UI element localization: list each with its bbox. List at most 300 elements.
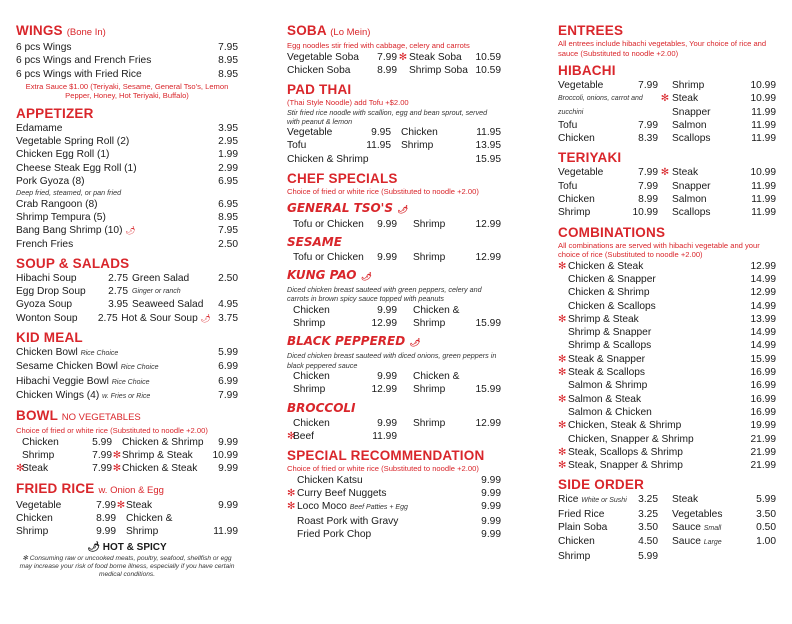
bowl-note: Choice of fried or white rice (Substituted to noodle +2.00) [16, 426, 208, 436]
item-name-text: Shrimp Tempura (5) [16, 211, 106, 223]
item-name-text: Chicken, Steak & Shrimp [568, 420, 682, 432]
spicy-star-icon: ✻ [558, 367, 567, 379]
item-name [558, 92, 643, 105]
item-price: 14.99 [750, 327, 776, 339]
item-name [558, 166, 618, 179]
entrees-title: ENTREES [558, 23, 624, 38]
item-price: 2.75 [108, 286, 128, 298]
item-name [413, 417, 461, 430]
item-name-text: Shrimp [558, 207, 591, 219]
item-note: Rice Choice [111, 378, 150, 386]
menu-row [558, 459, 776, 472]
item-name [293, 317, 365, 330]
item-name-text: Salmon & Shrimp [568, 380, 648, 392]
spicy-star-icon [558, 339, 568, 352]
chef-specials-title: CHEF SPECIALS [287, 171, 398, 187]
item-name-text: Shrimp & Scallops [568, 340, 652, 352]
menu-row [558, 433, 776, 446]
spicy-star-icon [658, 79, 672, 92]
item-name-text: Shrimp [22, 450, 55, 462]
item-name [16, 525, 88, 538]
item-price: 14.99 [750, 300, 776, 312]
item-name [672, 535, 740, 549]
item-name-text: Wonton Soup [16, 312, 78, 324]
item-name [297, 500, 461, 514]
spicy-star-icon [116, 525, 126, 538]
item-price: 7.99 [218, 389, 238, 401]
spicy-star-icon [391, 126, 401, 139]
spicy-star-icon [658, 132, 672, 145]
item-note: White or Sushi [581, 497, 627, 505]
menu-row [558, 193, 776, 206]
item-note: Beef Patties + Egg [349, 504, 408, 512]
fried-rice-title: FRIED RICE w. Onion & Egg [16, 480, 164, 496]
item-name-text: Sauce [672, 522, 701, 534]
menu-row [287, 153, 501, 166]
item-name [558, 79, 618, 92]
item-price: 7.99 [92, 463, 112, 475]
menu-row [287, 139, 501, 152]
item-name [16, 175, 208, 188]
item-name [401, 126, 461, 139]
spicy-star-icon: ✻ [558, 260, 567, 272]
menu-row [558, 180, 776, 193]
fried-rice-list [16, 499, 238, 539]
hibachi-title: HIBACHI [558, 63, 616, 78]
item-name [16, 389, 208, 403]
spicy-star-icon: ✻ [112, 450, 122, 462]
item-name-text: Chicken Wings (4) [16, 389, 100, 401]
spicy-star-icon [558, 406, 568, 419]
item-name-text: Salmon & Steak [568, 393, 642, 405]
special-note: Choice of fried or white rice (Substituted to noodle +2.00) [287, 464, 479, 474]
item-name-text: Chicken Bowl [16, 347, 78, 359]
item-name [672, 193, 736, 206]
item-name-text: Steak [22, 463, 49, 475]
item-note: Small [703, 525, 722, 533]
spicy-star-icon [658, 550, 672, 563]
special-title: SPECIAL RECOMMENDATION [287, 448, 485, 464]
menu-row [558, 79, 776, 92]
item-name [121, 312, 210, 325]
item-price: 15.99 [475, 318, 501, 330]
item-name-text: Tofu [558, 119, 578, 131]
chili-icon: 🌶 [409, 338, 420, 348]
combinations-title: COMBINATIONS [558, 224, 666, 240]
item-price: 14.99 [750, 340, 776, 352]
spicy-star-icon [658, 493, 672, 507]
item-price: 21.99 [750, 460, 776, 472]
spicy-star-icon: ✻ [287, 487, 296, 499]
item-name-text: Hot & Sour Soup [121, 312, 198, 324]
column-left [16, 22, 238, 583]
item-name [16, 238, 208, 251]
item-price: 10.99 [750, 93, 776, 105]
item-name-text: Egg Drop Soup [16, 286, 86, 298]
spicy-star-icon [658, 119, 672, 132]
item-price: 6.95 [218, 198, 238, 210]
chef-sub-desc: Diced chicken breast sauteed with green peppers, celery and carrots in brown spicy sauce topped with peanuts [287, 285, 482, 304]
pad-thai-note: (Thai Style Noodle) add Tofu +$2.00 [287, 98, 409, 108]
item-price: 9.99 [481, 515, 501, 527]
item-name-text: Steak, Snapper & Shrimp [568, 460, 683, 472]
menu-row [287, 64, 501, 77]
item-name-text: Shrimp [413, 251, 446, 263]
item-name [401, 153, 461, 166]
soup-title: SOUP & SALADS [16, 255, 130, 271]
item-name-text: Chicken [293, 417, 330, 429]
item-note: Rice Choice [80, 350, 119, 358]
item-name-text: Salmon [672, 119, 707, 131]
item-name [287, 51, 367, 64]
item-name [568, 326, 736, 339]
item-name [16, 122, 208, 135]
menu-row [287, 370, 501, 383]
item-name [672, 119, 736, 132]
item-price: 14.99 [750, 273, 776, 285]
item-name-text: Shrimp [558, 550, 591, 562]
item-name-text: Shrimp [413, 218, 446, 230]
item-price: 11.95 [366, 140, 391, 152]
item-price: 9.99 [377, 304, 397, 316]
spicy-star-icon [558, 379, 568, 392]
item-price: 11.99 [751, 180, 776, 192]
menu-row [16, 162, 238, 175]
item-price: 16.99 [750, 367, 776, 379]
item-name [22, 449, 82, 462]
item-name-text: Chicken & [413, 370, 460, 382]
spicy-star-icon: ✻ [398, 51, 408, 63]
item-name [293, 383, 365, 396]
menu-row [16, 449, 238, 462]
wings-section [16, 22, 238, 101]
menu-row [558, 339, 776, 352]
item-name [568, 313, 736, 326]
menu-row [558, 446, 776, 459]
item-name [558, 508, 618, 521]
soba-note: Egg noodles stir fried with cabbage, celery and carrots [287, 41, 470, 50]
item-price: 12.99 [750, 260, 776, 272]
item-price: 9.99 [377, 251, 397, 263]
spicy-star-icon [658, 106, 672, 119]
item-name-text: Steak [672, 167, 699, 179]
chili-icon: 🌶 [360, 272, 371, 282]
item-price: 12.99 [371, 318, 397, 330]
item-name-text: Vegetable Spring Roll (2) [16, 136, 130, 148]
item-price: 9.95 [371, 127, 391, 139]
item-name [413, 383, 461, 396]
item-name-text: Chicken [16, 512, 53, 524]
menu-row [558, 92, 776, 105]
item-price: 0.50 [756, 522, 776, 534]
item-name-text: Steak [672, 93, 699, 105]
item-price: 16.99 [750, 380, 776, 392]
item-name [297, 474, 461, 487]
item-name [413, 251, 461, 264]
food-safety-disclaimer: ✻ Consuming raw or uncooked meats, poultry, seafood, shellfish or egg may increase your risk of food borne illness, especially if you have certain medical conditions. [19, 554, 235, 578]
item-name-text: Shrimp Soba [409, 64, 468, 76]
column-right [558, 22, 776, 567]
item-price: 5.99 [638, 550, 658, 562]
spicy-star-icon [558, 433, 568, 446]
item-name-text: Chicken [401, 127, 438, 139]
item-name [558, 206, 618, 219]
combinations-list [558, 260, 776, 473]
item-price: 10.99 [632, 207, 658, 219]
wings-list [16, 41, 238, 81]
item-price: 8.39 [638, 133, 658, 145]
item-price: 2.50 [218, 272, 238, 284]
combinations-note: All combinations are served with hibachi vegetable and your choice of rice (Substituted to noodle +2.00) [558, 240, 760, 260]
spicy-star-icon [658, 180, 672, 193]
item-name-text: Cheese Steak Egg Roll (1) [16, 162, 137, 174]
item-price: 12.99 [475, 417, 501, 429]
spicy-star-icon: ✻ [558, 353, 567, 365]
item-name [568, 446, 736, 459]
item-name-text: Chicken [22, 436, 59, 448]
kid-meal-list [16, 346, 238, 403]
item-price: 1.00 [756, 536, 776, 548]
item-name [16, 312, 89, 325]
menu-row [16, 375, 238, 389]
item-name [22, 462, 82, 475]
menu-row [287, 430, 501, 443]
item-price: 10.59 [475, 51, 501, 63]
item-name-text: Seaweed Salad [132, 299, 204, 311]
menu-row [287, 251, 501, 264]
chef-sub-title-gentso [287, 200, 501, 218]
item-name-text: Shrimp [413, 318, 446, 330]
item-name-text: Chicken & Shrimp [568, 287, 650, 299]
item-name-text: Vegetable [287, 127, 333, 139]
item-name-text: Steak & Snapper [568, 353, 646, 365]
bowl-title: BOWL NO VEGETABLES [16, 408, 141, 424]
item-name [16, 68, 208, 81]
spicy-star-icon [658, 206, 672, 219]
item-name [287, 153, 369, 166]
spicy-star-icon [658, 521, 672, 535]
chef-sub-title-text: KUNG PAO [287, 268, 357, 283]
item-name-text: Curry Beef Nuggets [297, 487, 387, 499]
item-name-text: Shrimp [293, 384, 326, 396]
menu-row [287, 528, 501, 541]
chef-sub-title-text: SESAME [287, 234, 342, 249]
item-name-text: Tofu [287, 140, 307, 152]
menu-row [558, 521, 776, 535]
item-name-text: zucchini [558, 108, 584, 116]
menu-row [558, 406, 776, 419]
item-name [16, 148, 208, 161]
item-price: 6.99 [218, 361, 238, 373]
item-name-text: 6 pcs Wings with Fried Rice [16, 68, 142, 80]
column-middle [287, 22, 501, 545]
item-name [672, 79, 736, 92]
item-name [558, 180, 618, 193]
spicy-star-icon [397, 370, 413, 383]
menu-row [16, 346, 238, 360]
special-recommendation-section [287, 447, 501, 541]
spicy-star-icon [287, 474, 297, 487]
item-price: 8.95 [218, 55, 238, 67]
item-name-text: 6 pcs Wings and French Fries [16, 55, 152, 67]
item-name-text: Chicken [558, 194, 595, 206]
soup-list [16, 272, 238, 325]
item-name-text: Green Salad [132, 272, 190, 284]
item-price: 2.50 [218, 238, 238, 250]
chili-icon: 🌶 [200, 313, 211, 323]
item-name [293, 218, 365, 231]
item-name [287, 64, 367, 77]
soba-section [287, 22, 501, 77]
item-name [568, 433, 736, 446]
item-price [461, 304, 501, 317]
chili-icon: 🌶 [125, 226, 136, 236]
chef-sub-title-broccoli [287, 400, 501, 417]
chef-sub-title-text: GENERAL TSO'S [287, 200, 393, 215]
menu-row [558, 393, 776, 406]
spicy-star-icon [558, 326, 568, 339]
menu-row [16, 360, 238, 374]
item-name [409, 64, 471, 77]
item-name [558, 106, 618, 119]
spicy-star-icon [397, 251, 413, 264]
item-price: 6.99 [218, 375, 238, 387]
bowl-section [16, 407, 238, 475]
item-name-text: Steak Soba [409, 51, 462, 63]
item-name-text: Shrimp & Steak [122, 450, 193, 462]
item-name [672, 132, 736, 145]
item-name-text: French Fries [16, 238, 74, 250]
hot-spicy-legend: 🌶 HOT & SPICY [87, 541, 167, 553]
menu-row [558, 353, 776, 366]
item-name [293, 251, 365, 264]
menu-row [558, 419, 776, 432]
menu-row [558, 206, 776, 219]
combinations-section [558, 224, 776, 473]
item-name-text: Ginger or ranch [132, 288, 181, 296]
item-name [568, 379, 736, 392]
item-name [413, 430, 461, 443]
spicy-star-icon [397, 218, 413, 231]
menu-row [558, 286, 776, 299]
spicy-star-icon: ✻ [660, 93, 670, 105]
spicy-star-icon: ✻ [558, 393, 567, 405]
item-name-text: Vegetable [16, 499, 62, 511]
chili-icon: 🌶 [397, 204, 408, 214]
item-price: 5.99 [756, 494, 776, 506]
menu-row [16, 198, 238, 211]
menu-row [287, 515, 501, 528]
item-name [293, 430, 365, 443]
item-name-text: Scallops [672, 207, 711, 219]
item-name [16, 135, 208, 148]
item-name-text: Chicken Soba [287, 64, 351, 76]
item-name-text: Chicken & Scallops [568, 300, 656, 312]
item-price: 3.25 [638, 508, 658, 520]
item-name [672, 166, 736, 179]
menu-row [558, 366, 776, 379]
item-name-text: Vegetables [672, 508, 723, 520]
item-price: 16.99 [750, 406, 776, 418]
item-price: 15.99 [750, 353, 776, 365]
item-name-text: Chicken & Shrimp [122, 436, 204, 448]
item-price: 5.99 [92, 436, 112, 448]
menu-row [287, 500, 501, 514]
item-name-text: Tofu or Chicken [293, 218, 364, 230]
spicy-star-icon [658, 193, 672, 206]
item-price: 7.99 [638, 167, 658, 179]
item-name [16, 285, 96, 298]
item-name-text: Steak & Scallops [568, 367, 646, 379]
spicy-star-icon [397, 417, 413, 430]
item-name-text: Loco Moco [297, 501, 347, 513]
item-name [126, 499, 198, 512]
entrees-note: All entrees include hibachi vegetables, Your choice of rice and sauce (Substituted to noodle +2.00) [558, 39, 767, 58]
item-name [558, 132, 618, 145]
item-price: 11.99 [213, 526, 238, 538]
item-name [672, 206, 736, 219]
item-name-text: Salmon & Chicken [568, 406, 652, 418]
menu-row [16, 135, 238, 148]
item-name-text: Shrimp [672, 80, 705, 91]
wings-note: Extra Sauce $1.00 (Teriyaki, Sesame, General Tso's, Lemon Pepper, Honey, Hot Teriyaki, Buffalo) [25, 81, 229, 101]
item-price: 15.95 [475, 153, 501, 165]
item-name [568, 459, 736, 472]
spicy-star-icon: ✻ [112, 463, 122, 475]
item-price: 7.99 [638, 119, 658, 131]
item-name [672, 180, 736, 193]
item-name-text: Snapper [672, 180, 711, 192]
item-name-text: Shrimp [413, 384, 446, 396]
menu-row [287, 126, 501, 139]
spicy-star-icon: ✻ [660, 167, 670, 179]
menu-row [558, 535, 776, 549]
item-name [16, 41, 208, 54]
item-price: 2.75 [108, 272, 128, 284]
item-price: 12.99 [371, 384, 397, 396]
item-price: 11.99 [751, 133, 776, 145]
item-name-text: Vegetable [558, 80, 604, 91]
item-name [287, 126, 361, 139]
item-price: 8.95 [218, 68, 238, 80]
chef-specials-note: Choice of fried or white rice (Substituted to noodle +2.00) [287, 187, 479, 197]
item-price: 9.99 [96, 526, 116, 538]
item-name-text: Chicken [558, 133, 595, 145]
item-name-text: Beef [293, 430, 314, 442]
item-price: 13.95 [475, 140, 501, 152]
item-name-text: Chicken [293, 304, 330, 316]
item-name [293, 417, 365, 430]
item-name-text: Chicken & Shrimp [287, 153, 369, 165]
menu-row [16, 272, 238, 285]
spicy-star-icon [397, 430, 413, 443]
item-name-text: Pork Gyoza (8) [16, 176, 85, 188]
item-price: 13.99 [750, 313, 776, 325]
spicy-star-icon [112, 436, 122, 449]
item-price: 4.50 [638, 536, 658, 548]
item-price: 9.99 [481, 487, 501, 499]
menu-row [558, 273, 776, 286]
item-name [568, 419, 736, 432]
item-name [558, 550, 618, 563]
item-name-text: Steak, Scallops & Shrimp [568, 446, 683, 458]
pad-thai-list [287, 126, 501, 166]
item-name [413, 304, 461, 317]
item-name [413, 317, 461, 330]
item-price: 4.95 [218, 299, 238, 311]
spicy-star-icon [397, 64, 409, 77]
item-price: 7.99 [96, 499, 116, 511]
